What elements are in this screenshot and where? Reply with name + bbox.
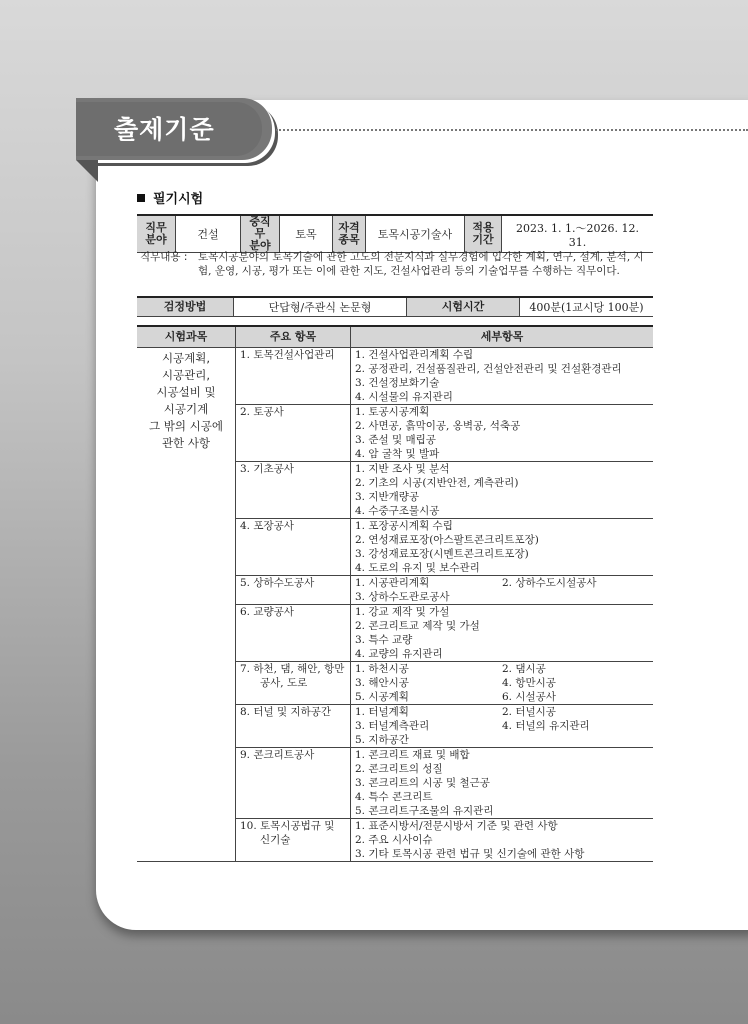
detail-item (502, 733, 649, 747)
chapter-header (76, 98, 748, 160)
detail-cell (351, 519, 654, 576)
detail-item: 1. 지반 조사 및 분석 (355, 463, 450, 475)
detail-item: 2. 터널시공 (502, 706, 556, 718)
duties-text: 토목시공분야의 토목기술에 관한 고도의 전문지식과 실무경험에 입각한 계획, 연구, 설계, 분석, 시험, 운영, 시공, 평가 또는 이에 관한 지도, 건설사업관리 등의 기술업무를 수행하는 직무이다. (198, 251, 644, 277)
main-item-cell (236, 576, 351, 605)
detail-item: 2. 사면공, 흙막이공, 옹벽공, 석축공 (355, 420, 521, 432)
qual-value: 토목시공기술사 (366, 215, 465, 253)
main-item-cell (236, 748, 351, 819)
detail-item: 3. 준설 및 매립공 (355, 434, 436, 446)
items-table (137, 325, 653, 862)
main-item-label: 6. 교량공사 (240, 606, 294, 618)
detail-item: 1. 콘크리트 재료 및 배합 (355, 749, 470, 761)
detail-item: 3. 상하수도관로공사 (355, 591, 450, 603)
detail-cell (351, 705, 654, 748)
detail-item: 2. 상하수도시설공사 (502, 577, 597, 589)
field-label: 직무 분야 (137, 215, 176, 253)
detail-item: 1. 강교 제작 및 가설 (355, 606, 450, 618)
detail-item: 2. 댐시공 (502, 663, 546, 675)
detail-item: 4. 암 굴착 및 발파 (355, 448, 440, 460)
detail-item: 1. 토공시공계획 (355, 406, 430, 418)
method-value: 단답형/주관식 논문형 (234, 297, 407, 317)
detail-item: 2. 기초의 시공(지반안전, 계측관리) (355, 477, 519, 489)
detail-item: 2. 콘크리트의 성질 (355, 763, 443, 775)
detail-item: 3. 건설정보화기술 (355, 377, 440, 389)
main-item-label: 3. 기초공사 (240, 463, 294, 475)
detail-item: 1. 포장공시계획 수립 (355, 520, 453, 532)
main-item-cell (236, 705, 351, 748)
detail-item: 2. 공정관리, 건설품질관리, 건설안전관리 및 건설환경관리 (355, 363, 622, 375)
detail-item: 6. 시설공사 (502, 691, 556, 703)
detail-item: 4. 수중구조물시공 (355, 505, 440, 517)
square-bullet-icon (137, 194, 145, 202)
col-header-detail: 세부항목 (351, 326, 654, 348)
detail-item: 1. 하천시공 (355, 663, 409, 675)
duties-block (140, 250, 652, 278)
detail-item: 1. 건설사업관리계획 수립 (355, 349, 474, 361)
detail-item: 3. 해안시공 (355, 677, 409, 689)
main-item-cell (236, 662, 351, 705)
time-label: 시험시간 (407, 297, 520, 317)
detail-item: 5. 콘크리트구조물의 유지관리 (355, 805, 494, 817)
table-row (137, 348, 653, 405)
subfield-label: 중직무 분야 (241, 215, 280, 253)
detail-item: 2. 콘크리트교 제작 및 가설 (355, 620, 480, 632)
detail-item (502, 590, 649, 604)
detail-cell (351, 462, 654, 519)
method-label: 검정방법 (137, 297, 234, 317)
detail-item: 2. 연성재료포장(아스팔트콘크리트포장) (355, 534, 539, 546)
detail-item: 4. 교량의 유지관리 (355, 648, 443, 660)
main-item-label: 2. 토공사 (240, 406, 284, 418)
main-item-label: 7. 하천, 댐, 해안, 항만공사, 도로 (240, 663, 345, 689)
detail-item: 4. 시설물의 유지관리 (355, 391, 453, 403)
detail-cell (351, 576, 654, 605)
section-heading (137, 188, 203, 207)
main-item-cell (236, 348, 351, 405)
detail-cell (351, 405, 654, 462)
detail-item: 5. 지하공간 (355, 734, 409, 746)
detail-item: 4. 항만시공 (502, 677, 556, 689)
main-item-cell (236, 819, 351, 862)
detail-cell (351, 662, 654, 705)
duties-label: 직무내용 : (140, 251, 188, 263)
detail-item: 1. 터널계획 (355, 706, 409, 718)
main-item-cell (236, 405, 351, 462)
detail-item: 1. 표준시방서/전문시방서 기준 및 관련 사항 (355, 820, 558, 832)
detail-item: 3. 강성재료포장(시멘트콘크리트포장) (355, 548, 529, 560)
detail-cell (351, 348, 654, 405)
qual-label: 자격 종목 (333, 215, 366, 253)
field-value: 건설 (176, 215, 241, 253)
main-item-label: 8. 터널 및 지하공간 (240, 706, 332, 718)
period-value: 2023. 1. 1.～2026. 12. 31. (502, 215, 654, 253)
detail-item: 5. 시공계획 (355, 691, 409, 703)
col-header-main: 주요 항목 (236, 326, 351, 348)
tab-fold (76, 160, 98, 182)
detail-item: 4. 특수 콘크리트 (355, 791, 433, 803)
chapter-title: 출제기준 (114, 115, 215, 144)
detail-item: 2. 주요 시사이슈 (355, 834, 433, 846)
main-item-label: 5. 상하수도공사 (240, 577, 315, 589)
main-item-cell (236, 519, 351, 576)
detail-item: 3. 콘크리트의 시공 및 철근공 (355, 777, 490, 789)
period-label: 적용 기간 (465, 215, 502, 253)
method-table (137, 296, 653, 317)
main-item-label: 10. 토목시공법규 및 신기술 (240, 820, 335, 846)
detail-item: 3. 지반개량공 (355, 491, 420, 503)
detail-item: 1. 시공관리계획 (355, 577, 430, 589)
main-item-cell (236, 462, 351, 519)
time-value: 400분(1교시당 100분) (520, 297, 654, 317)
detail-item: 3. 특수 교량 (355, 634, 413, 646)
detail-item: 4. 도로의 유지 및 보수관리 (355, 562, 480, 574)
main-item-cell (236, 605, 351, 662)
main-item-label: 9. 콘크리트공사 (240, 749, 315, 761)
detail-item: 3. 기타 토목시공 관련 법규 및 신기술에 관한 사항 (355, 848, 585, 860)
main-item-label: 4. 포장공사 (240, 520, 294, 532)
info-table (137, 214, 653, 253)
col-header-subject: 시험과목 (137, 326, 236, 348)
subject-cell: 시공계획, 시공관리, 시공설비 및 시공기계 그 밖의 시공에 관한 사항 (137, 348, 236, 862)
section-title: 필기시험 (153, 192, 204, 207)
detail-cell (351, 819, 654, 862)
main-item-label: 1. 토목건설사업관리 (240, 349, 335, 361)
dotted-rule (276, 129, 748, 131)
detail-item: 4. 터널의 유지관리 (502, 720, 590, 732)
detail-item: 3. 터널계측관리 (355, 720, 430, 732)
subfield-value: 토목 (280, 215, 333, 253)
detail-cell (351, 605, 654, 662)
detail-cell (351, 748, 654, 819)
